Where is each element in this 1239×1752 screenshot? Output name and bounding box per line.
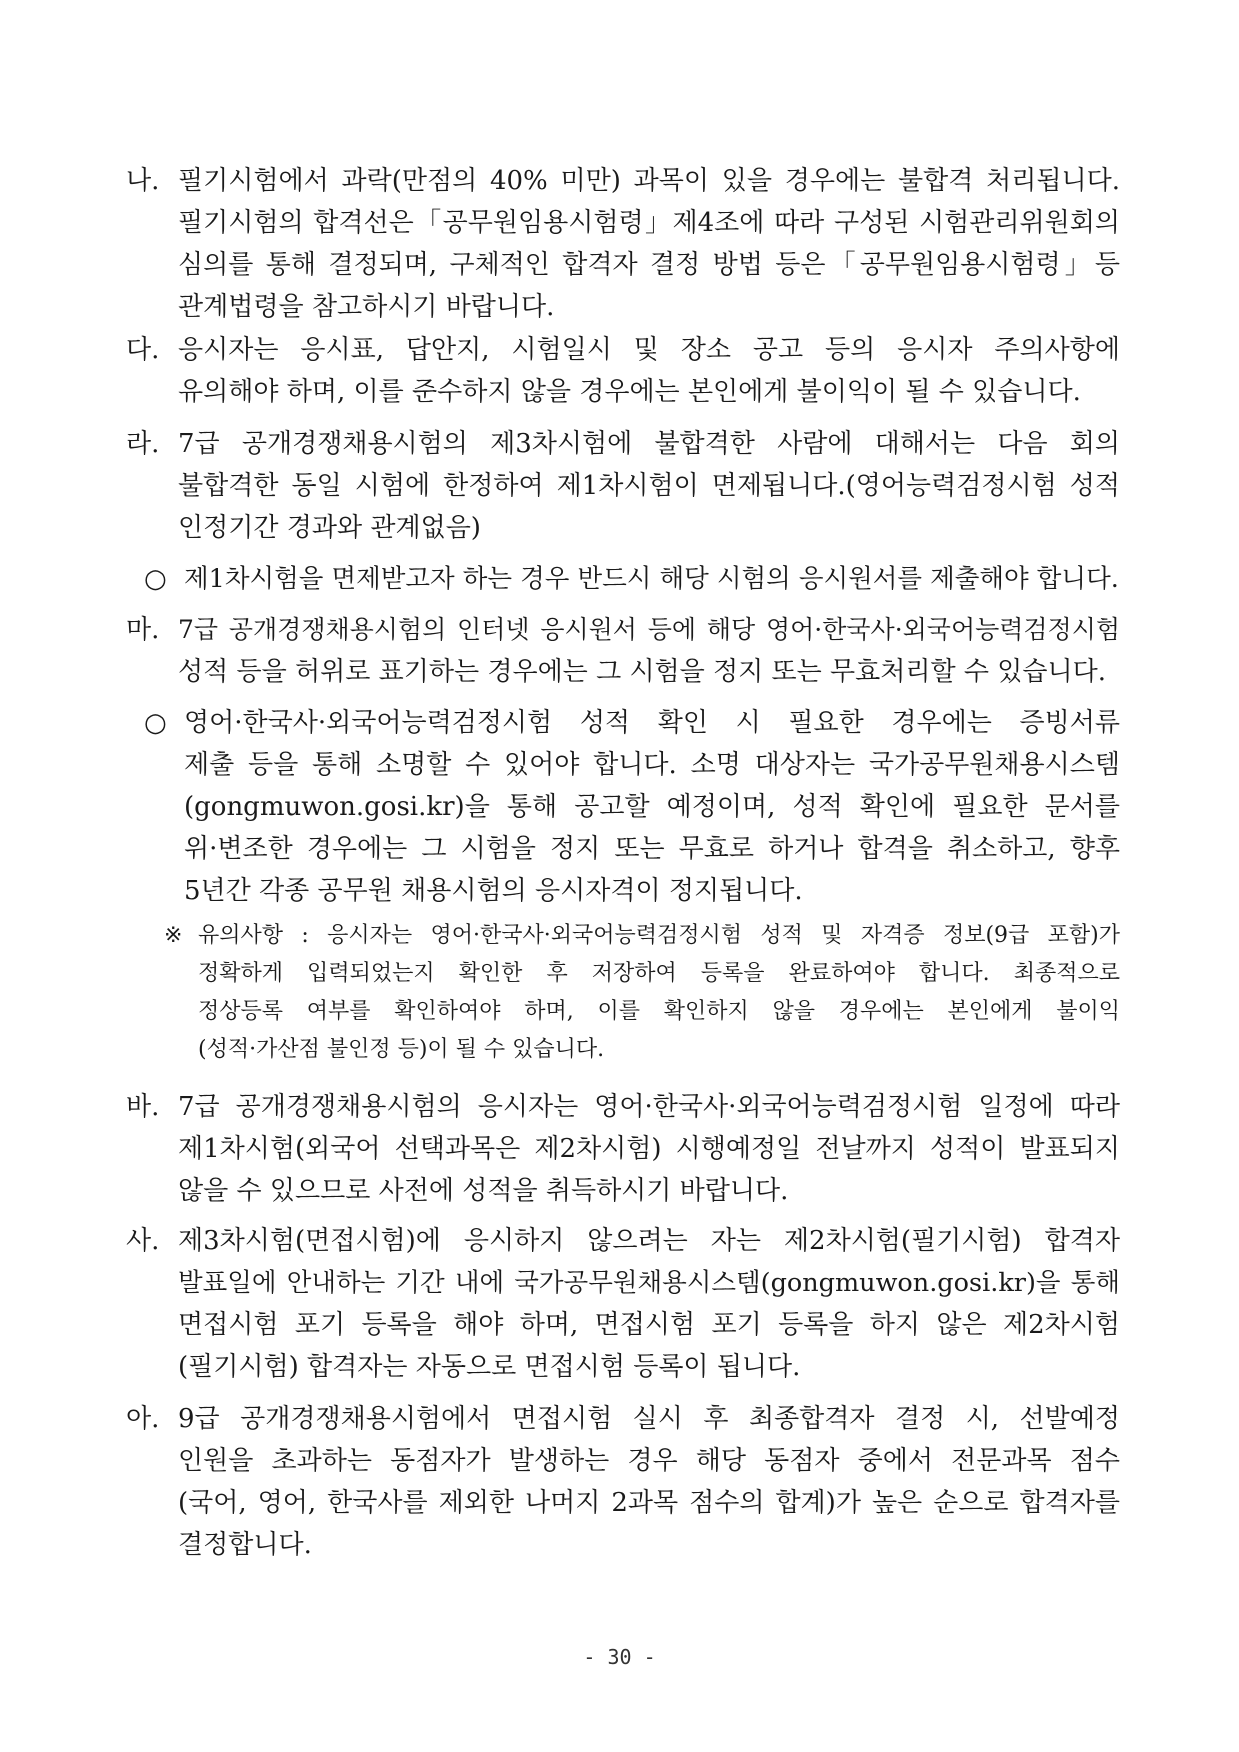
text-line: 정상등록 여부를 확인하여야 하며, 이를 확인하지 않을 경우에는 본인에게 불이익: [198, 999, 1120, 1024]
reference-mark: ※: [164, 923, 183, 948]
item-sa: [126, 1220, 1120, 1388]
text-line: (필기시험) 합격자는 자동으로 면접시험 등록이 됩니다.: [178, 1352, 801, 1382]
text-line: 발표일에 안내하는 기간 내에 국가공무원채용시스템(gongmuwon.gosi.kr)을 통해: [178, 1268, 1120, 1298]
text-line: 심의를 통해 결정되며, 구체적인 합격자 결정 방법 등은「공무원임용시험령」등: [178, 250, 1120, 280]
text-line: 제1차시험을 면제받고자 하는 경우 반드시 해당 시험의 응시원서를 제출해야 합니다.: [184, 564, 1119, 594]
text-line: 유의해야 하며, 이를 준수하지 않을 경우에는 본인에게 불이익이 될 수 있습니다.: [178, 377, 1081, 407]
item-circle-exemption: [126, 558, 1120, 600]
circle-bullet: ○: [144, 708, 167, 738]
text-line: 위·변조한 경우에는 그 시험을 정지 또는 무효로 하거나 합격을 취소하고, 향후: [184, 834, 1120, 864]
item-marker: 아.: [126, 1404, 160, 1434]
text-line: 정확하게 입력되었는지 확인한 후 저장하여 등록을 완료하여야 합니다. 최종적으로: [198, 961, 1120, 986]
text-line: 면접시험 포기 등록을 해야 하며, 면접시험 포기 등록을 하지 않은 제2차시험: [178, 1310, 1120, 1340]
text-line: 않을 수 있으므로 사전에 성적을 취득하시기 바랍니다.: [178, 1176, 789, 1206]
text-line: 불합격한 동일 시험에 한정하여 제1차시험이 면제됩니다.(영어능력검정시험 성적: [178, 471, 1120, 501]
text-line: 필기시험에서 과락(만점의 40% 미만) 과목이 있을 경우에는 불합격 처리됩니다.: [178, 166, 1120, 196]
item-note: [126, 917, 1120, 1069]
text-line: 인원을 초과하는 동점자가 발생하는 경우 해당 동점자 중에서 전문과목 점수: [178, 1446, 1120, 1476]
text-line: 관계법령을 참고하시기 바랍니다.: [178, 292, 555, 322]
item-marker: 라.: [126, 429, 160, 459]
item-marker: 다.: [126, 335, 160, 365]
item-circle-verification: [126, 702, 1120, 912]
text-line: 인정기간 경과와 관계없음): [178, 513, 481, 543]
item-marker: 사.: [126, 1226, 160, 1256]
circle-bullet: ○: [144, 564, 167, 594]
text-line: 필기시험의 합격선은「공무원임용시험령」제4조에 따라 구성된 시험관리위원회의: [178, 208, 1120, 238]
text-line: 제출 등을 통해 소명할 수 있어야 합니다. 소명 대상자는 국가공무원채용시스템: [184, 750, 1120, 780]
text-line: (gongmuwon.gosi.kr)을 통해 공고할 예정이며, 성적 확인에 필요한 문서를: [184, 792, 1120, 822]
text-line: 5년간 각종 공무원 채용시험의 응시자격이 정지됩니다.: [184, 876, 803, 906]
text-line: 제3차시험(면접시험)에 응시하지 않으려는 자는 제2차시험(필기시험) 합격자: [178, 1226, 1120, 1256]
item-marker: 나.: [126, 166, 160, 196]
item-na: [126, 160, 1120, 328]
text-line: 제1차시험(외국어 선택과목은 제2차시험) 시행예정일 전날까지 성적이 발표되지: [178, 1134, 1120, 1164]
item-ra: [126, 423, 1120, 549]
item-ma: [126, 609, 1120, 693]
text-line: 7급 공개경쟁채용시험의 제3차시험에 불합격한 사람에 대해서는 다음 회의: [178, 429, 1120, 459]
text-line: 7급 공개경쟁채용시험의 인터넷 응시원서 등에 해당 영어·한국사·외국어능력검정시험: [178, 615, 1120, 644]
item-ba: [126, 1086, 1120, 1212]
text-line: 결정합니다.: [178, 1530, 312, 1560]
text-line: 유의사항 : 응시자는 영어·한국사·외국어능력검정시험 성적 및 자격증 정보(9급 포함)가: [198, 923, 1120, 948]
text-line: 응시자는 응시표, 답안지, 시험일시 및 장소 공고 등의 응시자 주의사항에: [178, 335, 1120, 365]
item-a: [126, 1398, 1120, 1566]
text-line: (국어, 영어, 한국사를 제외한 나머지 2과목 점수의 합계)가 높은 순으로 합격자를: [178, 1488, 1120, 1518]
item-marker: 바.: [126, 1092, 160, 1122]
text-line: 성적 등을 허위로 표기하는 경우에는 그 시험을 정지 또는 무효처리할 수 있습니다.: [178, 657, 1107, 687]
item-da: [126, 329, 1120, 413]
text-line: 영어·한국사·외국어능력검정시험 성적 확인 시 필요한 경우에는 증빙서류: [184, 708, 1120, 738]
text-line: (성적·가산점 불인정 등)이 될 수 있습니다.: [198, 1037, 605, 1062]
text-line: 7급 공개경쟁채용시험의 응시자는 영어·한국사·외국어능력검정시험 일정에 따라: [178, 1092, 1120, 1122]
item-marker: 마.: [126, 615, 160, 645]
text-line: 9급 공개경쟁채용시험에서 면접시험 실시 후 최종합격자 결정 시, 선발예정: [178, 1404, 1120, 1434]
page-number: - 30 -: [583, 1645, 656, 1669]
